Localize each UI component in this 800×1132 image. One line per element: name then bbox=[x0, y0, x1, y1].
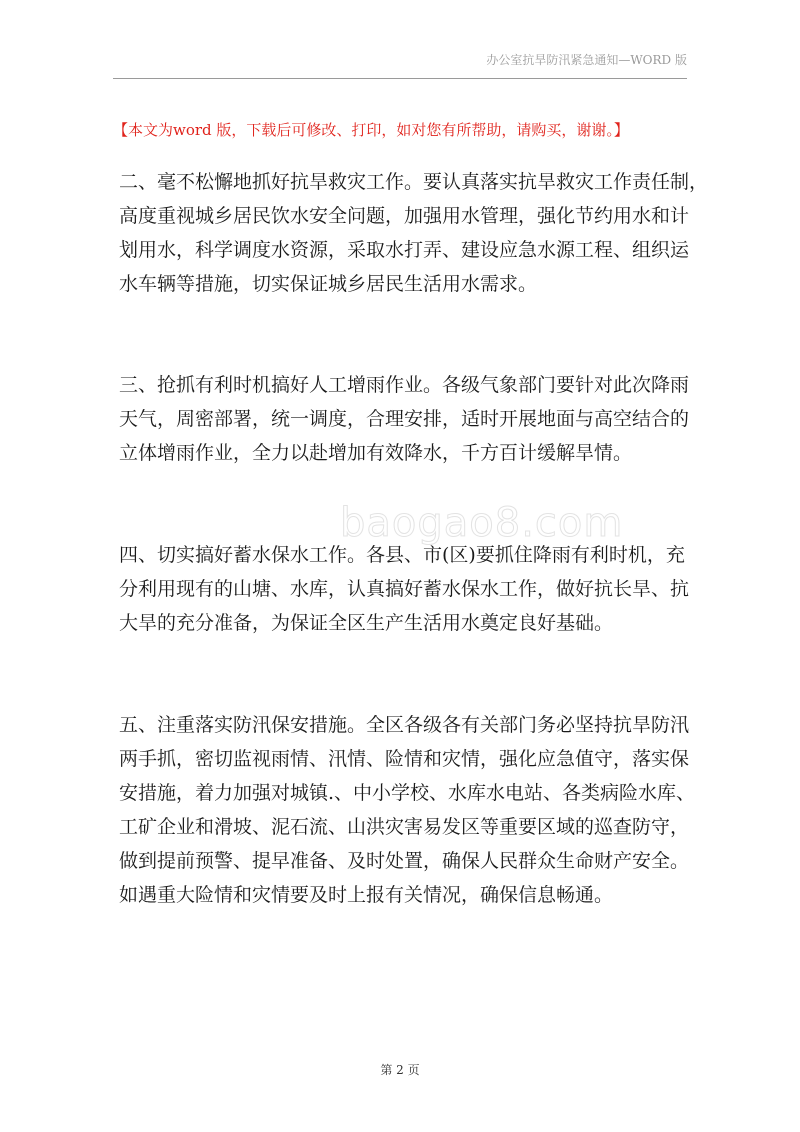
header-title: 办公室抗旱防汛紧急通知—WORD 版 bbox=[486, 53, 687, 67]
paragraph-3 bbox=[119, 368, 689, 470]
page-number: 第 2 页 bbox=[380, 1063, 420, 1077]
text-line: 四、切实搞好蓄水保水工作。各县、市(区)要抓住降雨有利时机，充 bbox=[119, 544, 685, 566]
text-line: 如遇重大险情和灾情要及时上报有关情况，确保信息畅通。 bbox=[119, 884, 614, 906]
text-line: 两手抓，密切监视雨情、汛情、险情和灾情，强化应急值守，落实保 bbox=[119, 748, 690, 770]
text-line: 划用水，科学调度水资源，采取水打弄、建设应急水源工程、组织运 bbox=[119, 239, 690, 261]
text-line: 水车辆等措施，切实保证城乡居民生活用水需求。 bbox=[119, 273, 538, 295]
text-line: 高度重视城乡居民饮水安全问题，加强用水管理，强化节约用水和计 bbox=[119, 205, 690, 227]
paragraph-5 bbox=[119, 708, 696, 912]
watermark: baogao8.com bbox=[340, 500, 624, 546]
text-line: 五、注重落实防汛保安措施。全区各级各有关部门务必坚持抗旱防汛 bbox=[119, 714, 690, 736]
text-line: 天气，周密部署，统一调度，合理安排，适时开展地面与高空结合的 bbox=[119, 408, 690, 430]
page-header bbox=[113, 50, 687, 79]
page-footer bbox=[0, 1061, 800, 1078]
text-line: 安措施，着力加强对城镇.、中小学校、水库水电站、各类病险水库、 bbox=[119, 782, 696, 804]
text-line: 做到提前预警、提早准备、及时处置，确保人民群众生命财产安全。 bbox=[119, 850, 690, 872]
paragraph-2 bbox=[119, 165, 709, 301]
text-line: 分利用现有的山塘、水库，认真搞好蓄水保水工作，做好抗长旱、抗 bbox=[119, 578, 690, 600]
download-notice: 【本文为word 版，下载后可修改、打印，如对您有所帮助，请购买，谢谢。】 bbox=[113, 121, 629, 139]
text-line: 立体增雨作业，全力以赴增加有效降水，千方百计缓解旱情。 bbox=[119, 442, 633, 464]
paragraph-4 bbox=[119, 538, 689, 640]
text-line: 工矿企业和滑坡、泥石流、山洪灾害易发区等重要区域的巡查防守， bbox=[119, 816, 690, 838]
text-line: 大旱的充分准备，为保证全区生产生活用水奠定良好基础。 bbox=[119, 612, 614, 634]
text-line: 二、毫不松懈地抓好抗旱救灾工作。要认真落实抗旱救灾工作责任制， bbox=[119, 171, 709, 193]
text-line: 三、抢抓有利时机搞好人工增雨作业。各级气象部门要针对此次降雨 bbox=[119, 374, 690, 396]
